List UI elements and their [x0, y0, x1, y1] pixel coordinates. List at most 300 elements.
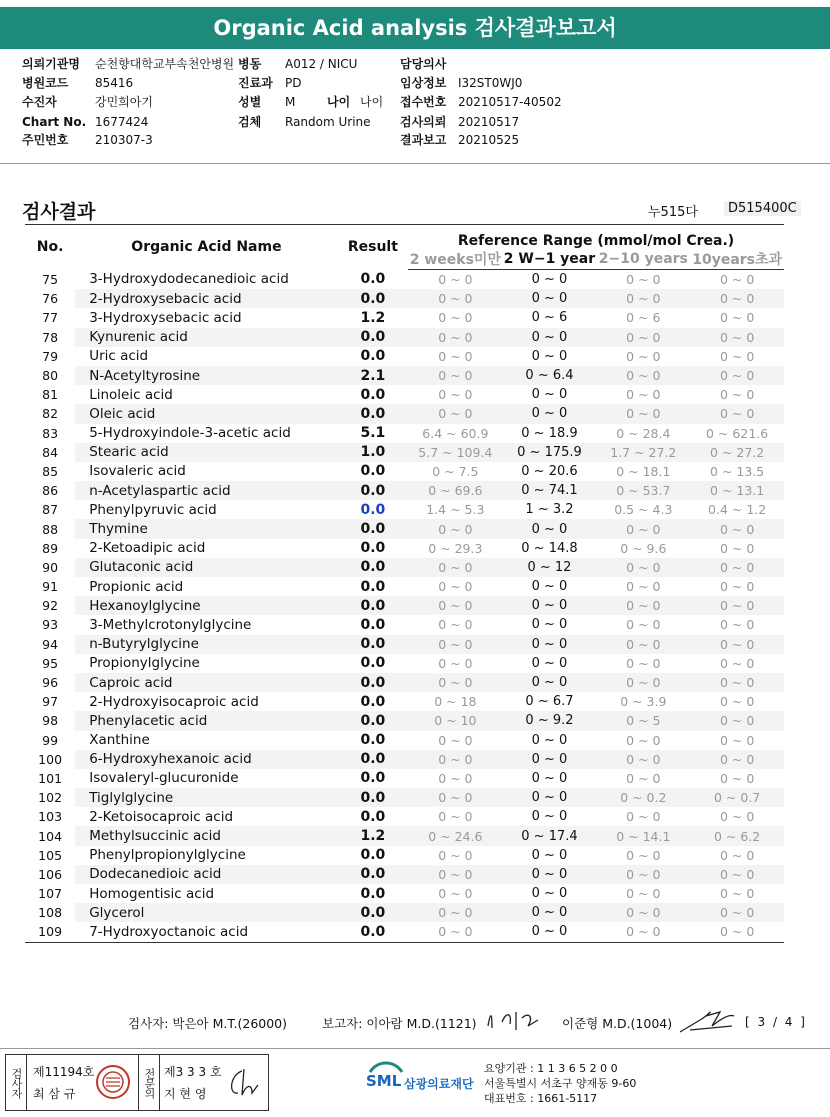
col-ref-header: Reference Range (mmol/mol Crea.): [457, 233, 735, 249]
row-ref-2w-1y: 1 ~ 3.2: [525, 502, 574, 518]
row-result: 0.0: [338, 673, 408, 692]
row-name: Phenylacetic acid: [75, 711, 337, 730]
table-row: [25, 404, 784, 423]
ward-label: 병동: [238, 57, 262, 71]
table-row: [25, 270, 784, 290]
results-table: [25, 224, 784, 943]
org-institution-no: 요양기관 : 1 1 3 6 5 2 0 0: [484, 1062, 618, 1075]
row-ref-2w-1y: 0 ~ 0: [531, 579, 568, 595]
col-name-header: Organic Acid Name: [131, 239, 282, 256]
row-ref-over-10y: 0 ~ 0: [719, 694, 755, 710]
row-no: 93: [42, 617, 59, 633]
row-result: 0.0: [360, 770, 386, 787]
row-ref-2w-1y: 0 ~ 9.2: [503, 711, 597, 730]
org-name: 삼광의료재단: [404, 1077, 474, 1091]
row-result: 0.0: [360, 501, 386, 518]
row-ref-over-10y: 0 ~ 0: [690, 865, 784, 884]
row-ref-2-10y: 0 ~ 0: [596, 903, 690, 922]
row-name: 3-Hydroxysebacic acid: [89, 309, 242, 326]
receipt-value: 20210517-40502: [458, 95, 562, 109]
row-result: 0.0: [360, 578, 386, 595]
row-result: 0.0: [360, 463, 386, 480]
specialist-signature-icon: [222, 1065, 262, 1101]
row-ref-2-10y: 0 ~ 0: [596, 865, 690, 884]
row-ref-2w-1y: 0 ~ 0: [531, 387, 568, 403]
row-result: 1.2: [338, 826, 408, 845]
row-ref-2-10y: 0 ~ 0: [626, 579, 661, 595]
signature-scribble-icon: [482, 1004, 552, 1034]
row-ref-over-10y: 0 ~ 0: [719, 770, 755, 786]
row-ref-2-10y: 0 ~ 0: [626, 847, 661, 863]
row-ref-2-10y: 0 ~ 0: [596, 366, 690, 385]
sex-label: 성별: [238, 95, 262, 109]
sex-value: M: [285, 95, 296, 109]
age-value: 나이: [360, 95, 384, 109]
row-ref-under-2w: 0 ~ 0: [438, 655, 473, 671]
row-ref-over-10y: 0 ~ 0: [719, 655, 755, 671]
row-name: Uric acid: [89, 348, 149, 365]
row-ref-under-2w: 6.4 ~ 60.9: [422, 425, 489, 441]
hospital-value: 순천향대학교부속천안병원: [95, 57, 235, 71]
row-no: 106: [25, 865, 75, 884]
row-no: 76: [25, 289, 75, 308]
row-ref-under-2w: 0 ~ 0: [408, 596, 502, 615]
row-no: 104: [25, 826, 75, 845]
row-name: 2-Ketoisocaproic acid: [89, 808, 234, 825]
row-ref-under-2w: 0 ~ 0: [408, 903, 502, 922]
table-row: [25, 826, 784, 845]
reporter2-signature: 이준형 M.D.(1004): [562, 1016, 673, 1031]
row-ref-2-10y: 0 ~ 0: [626, 348, 661, 364]
row-name: Thymine: [75, 519, 337, 538]
receipt-label: 접수번호: [400, 95, 447, 109]
row-no: 95: [42, 655, 59, 671]
row-ref-2w-1y: 0 ~ 0: [503, 673, 597, 692]
row-ref-2-10y: 0 ~ 0: [596, 673, 690, 692]
row-result: 0.0: [338, 558, 408, 577]
request-label: 검사의뢰: [400, 115, 447, 129]
row-ref-2-10y: 0 ~ 14.1: [596, 826, 690, 845]
row-ref-2-10y: 0 ~ 0: [626, 617, 661, 633]
row-ref-over-10y: 0 ~ 0: [719, 924, 755, 940]
row-ref-over-10y: 0 ~ 0: [690, 289, 784, 308]
row-result: 0.0: [338, 519, 408, 538]
report-title: Organic Acid analysis 검사결과보고서: [0, 7, 830, 49]
row-ref-over-10y: 0 ~ 0: [690, 750, 784, 769]
row-ref-2w-1y: 0 ~ 0: [503, 596, 597, 615]
row-result: 5.1: [360, 425, 386, 442]
specialist-license: 제3 3 3 호: [164, 1065, 222, 1079]
row-ref-under-2w: 0 ~ 0: [438, 387, 473, 403]
row-ref-2-10y: 0 ~ 0: [596, 328, 690, 347]
row-ref-2-10y: 0 ~ 3.9: [620, 694, 667, 710]
row-no: 75: [42, 271, 59, 287]
row-ref-over-10y: 0 ~ 0.7: [690, 788, 784, 807]
row-ref-under-2w: 0 ~ 0: [438, 348, 473, 364]
row-ref-2w-1y: 0 ~ 6.4: [503, 366, 597, 385]
ref-col-header: 2 weeks미만: [408, 249, 502, 270]
row-no: 80: [25, 366, 75, 385]
row-ref-over-10y: 0 ~ 0: [690, 519, 784, 538]
row-ref-under-2w: 0 ~ 0: [408, 289, 502, 308]
row-ref-2-10y: 0 ~ 53.7: [596, 481, 690, 500]
row-name: 3-Hydroxydodecanedioic acid: [89, 271, 289, 288]
row-ref-2-10y: 0 ~ 0: [626, 732, 661, 748]
table-row: [25, 865, 784, 884]
clinical-info-label: 임상정보: [400, 76, 447, 90]
chart-value: 1677424: [95, 115, 149, 129]
table-row: [25, 577, 784, 596]
row-no: 87: [42, 502, 59, 518]
col-no-header: No.: [36, 239, 64, 256]
row-ref-under-2w: 0 ~ 0: [408, 673, 502, 692]
row-name: 6-Hydroxyhexanoic acid: [75, 750, 337, 769]
row-no: 91: [42, 579, 59, 595]
row-no: 100: [25, 750, 75, 769]
row-ref-2w-1y: 0 ~ 6.7: [525, 694, 574, 710]
row-name: Propionic acid: [89, 578, 184, 595]
row-name: Phenylpropionylglycine: [89, 847, 246, 864]
row-ref-under-2w: 0 ~ 0: [438, 310, 473, 326]
row-result: 0.0: [338, 328, 408, 347]
specimen-label: 검체: [238, 115, 262, 129]
row-result: 0.0: [360, 271, 386, 288]
table-row: [25, 328, 784, 347]
row-ref-over-10y: 0 ~ 0: [690, 404, 784, 423]
row-no: 99: [42, 732, 59, 748]
row-ref-2-10y: 0 ~ 0: [626, 924, 661, 940]
row-ref-2-10y: 0 ~ 0: [596, 596, 690, 615]
row-no: 82: [25, 404, 75, 423]
row-ref-under-2w: 0 ~ 0: [438, 809, 473, 825]
row-result: 1.2: [360, 309, 386, 326]
row-ref-2-10y: 1.7 ~ 27.2: [596, 443, 690, 462]
row-name: Stearic acid: [75, 443, 337, 462]
row-result: 0.0: [338, 788, 408, 807]
row-ref-over-10y: 0 ~ 0: [719, 540, 755, 556]
row-result: 0.0: [338, 289, 408, 308]
row-result: 0.0: [360, 386, 386, 403]
row-result: 0.0: [338, 481, 408, 500]
table-row: [25, 443, 784, 462]
row-ref-under-2w: 0 ~ 10: [408, 711, 502, 730]
row-result: 0.0: [338, 635, 408, 654]
row-no: 90: [25, 558, 75, 577]
table-row: [25, 673, 784, 692]
row-name: Propionylglycine: [89, 655, 200, 672]
table-row: [25, 922, 784, 942]
row-result: 0.0: [360, 923, 386, 940]
report-date-label: 결과보고: [400, 133, 447, 147]
row-ref-under-2w: 0 ~ 0: [408, 404, 502, 423]
row-ref-over-10y: 0 ~ 0: [690, 328, 784, 347]
row-result: 0.0: [338, 903, 408, 922]
dept-value: PD: [285, 76, 302, 90]
row-ref-under-2w: 0 ~ 24.6: [408, 826, 502, 845]
row-ref-2w-1y: 0 ~ 0: [503, 865, 597, 884]
row-ref-2-10y: 0 ~ 0: [596, 519, 690, 538]
row-result: 2.1: [338, 366, 408, 385]
row-ref-2-10y: 0 ~ 0: [596, 558, 690, 577]
table-row: [25, 558, 784, 577]
table-row: [25, 654, 784, 673]
hospital-label: 의뢰기관명: [22, 57, 80, 71]
row-no: 83: [42, 425, 59, 441]
row-name: Kynurenic acid: [75, 328, 337, 347]
row-ref-2w-1y: 0 ~ 0: [503, 750, 597, 769]
row-ref-under-2w: 1.4 ~ 5.3: [426, 502, 485, 518]
row-ref-2w-1y: 0 ~ 74.1: [503, 481, 597, 500]
row-no: 88: [25, 519, 75, 538]
tester-signature: 검사자: 박은아 M.T.(26000): [128, 1016, 288, 1031]
signature-scribble-icon: [676, 1004, 738, 1036]
row-name: n-Butyrylglycine: [75, 635, 337, 654]
row-ref-2-10y: 0 ~ 0: [626, 886, 661, 902]
table-row: [25, 807, 784, 826]
row-name: n-Acetylaspartic acid: [75, 481, 337, 500]
row-result: 0.0: [360, 732, 386, 749]
row-ref-2w-1y: 0 ~ 0: [503, 788, 597, 807]
table-row: [25, 385, 784, 404]
seal-stamp-icon: [94, 1063, 132, 1101]
row-no: 103: [38, 809, 63, 825]
table-row: [25, 884, 784, 903]
row-ref-over-10y: 0 ~ 13.1: [690, 481, 784, 500]
row-name: Homogentisic acid: [89, 885, 215, 902]
row-ref-over-10y: 0 ~ 0: [719, 272, 755, 288]
row-ref-under-2w: 0 ~ 0: [438, 770, 473, 786]
specimen-value: Random Urine: [285, 115, 371, 129]
row-ref-over-10y: 0 ~ 0: [690, 711, 784, 730]
row-result: 0.0: [338, 750, 408, 769]
row-name: 2-Hydroxyisocaproic acid: [89, 693, 259, 710]
table-row: [25, 711, 784, 730]
row-ref-2-10y: 0 ~ 0: [626, 387, 661, 403]
row-result: 0.0: [360, 847, 386, 864]
row-result: 0.0: [360, 540, 386, 557]
row-ref-over-10y: 0 ~ 0: [719, 348, 755, 364]
doctor-label: 담당의사: [400, 57, 447, 71]
row-ref-2w-1y: 0 ~ 0: [503, 328, 597, 347]
row-result: 0.0: [338, 711, 408, 730]
row-ref-over-10y: 0 ~ 0: [690, 558, 784, 577]
row-ref-over-10y: 0 ~ 0: [719, 886, 755, 902]
row-name: Tiglylglycine: [75, 788, 337, 807]
row-ref-under-2w: 0 ~ 0: [408, 635, 502, 654]
row-ref-2w-1y: 0 ~ 175.9: [503, 443, 597, 462]
ref-col-header: 2 W−1 year: [503, 249, 597, 270]
row-result: 1.0: [338, 443, 408, 462]
table-row: [25, 308, 784, 327]
row-ref-over-10y: 0 ~ 621.6: [706, 425, 769, 441]
page-indicator: [ 3 / 4 ]: [745, 1015, 807, 1029]
ref-col-header: 2−10 years: [596, 249, 690, 270]
row-ref-under-2w: 0 ~ 0: [408, 519, 502, 538]
row-no: 84: [25, 443, 75, 462]
row-ref-under-2w: 0 ~ 0: [408, 788, 502, 807]
row-result: 0.0: [338, 865, 408, 884]
row-name: Glycerol: [75, 903, 337, 922]
tester-vertical-label: 검사자: [6, 1055, 27, 1110]
row-ref-2w-1y: 0 ~ 0: [503, 903, 597, 922]
test-code: D515400C: [724, 201, 801, 216]
row-no: 102: [25, 788, 75, 807]
row-ref-2w-1y: 0 ~ 0: [531, 924, 568, 940]
row-name: Hexanoylglycine: [75, 596, 337, 615]
row-no: 101: [38, 770, 63, 786]
row-ref-over-10y: 0 ~ 0: [719, 847, 755, 863]
row-ref-2-10y: 0 ~ 28.4: [616, 425, 671, 441]
specialist-stamp-box: [5, 1054, 269, 1111]
row-ref-2w-1y: 0 ~ 20.6: [521, 463, 578, 479]
row-ref-2-10y: 0 ~ 0: [596, 750, 690, 769]
row-ref-under-2w: 0 ~ 7.5: [432, 463, 479, 479]
table-row: [25, 731, 784, 750]
row-no: 86: [25, 481, 75, 500]
row-ref-under-2w: 0 ~ 0: [408, 328, 502, 347]
row-result: 0.0: [360, 693, 386, 710]
row-ref-2w-1y: 0 ~ 17.4: [503, 826, 597, 845]
age-label: 나이: [327, 95, 351, 109]
table-row: [25, 481, 784, 500]
row-ref-2-10y: 0 ~ 0: [596, 404, 690, 423]
row-ref-over-10y: 0 ~ 0: [690, 903, 784, 922]
row-name: Isovaleryl-glucuronide: [89, 770, 239, 787]
row-no: 78: [25, 328, 75, 347]
table-row: [25, 596, 784, 615]
reporter-signature: 보고자: 이아람 M.D.(1121): [322, 1016, 477, 1031]
hospital-code-value: 85416: [95, 76, 134, 90]
table-row: [25, 462, 784, 481]
row-name: Caproic acid: [75, 673, 337, 692]
row-ref-2-10y: 0 ~ 0: [626, 770, 661, 786]
row-name: Phenylpyruvic acid: [89, 501, 217, 518]
row-result: 0.0: [360, 348, 386, 365]
table-row: [25, 500, 784, 519]
row-ref-2-10y: 0 ~ 9.6: [620, 540, 667, 556]
row-name: 3-Methylcrotonylglycine: [89, 616, 252, 633]
row-no: 109: [38, 924, 63, 940]
row-ref-2w-1y: 0 ~ 0: [531, 617, 568, 633]
row-ref-over-10y: 0 ~ 0: [690, 635, 784, 654]
row-ref-under-2w: 0 ~ 0: [408, 366, 502, 385]
request-value: 20210517: [458, 115, 520, 129]
row-ref-2-10y: 0 ~ 18.1: [616, 463, 671, 479]
collector-value: 강민희아기: [95, 95, 153, 109]
chart-label: Chart No.: [22, 115, 87, 129]
row-ref-over-10y: 0 ~ 0: [719, 579, 755, 595]
dept-label: 진료과: [238, 76, 273, 90]
row-name: Isovaleric acid: [89, 463, 186, 480]
row-ref-over-10y: 0 ~ 0: [719, 617, 755, 633]
row-name: Linoleic acid: [89, 386, 173, 403]
table-row: [25, 366, 784, 385]
row-ref-over-10y: 0.4 ~ 1.2: [708, 502, 767, 518]
table-row: [25, 519, 784, 538]
accession-code: 누515다: [648, 205, 698, 220]
row-name: 2-Ketoadipic acid: [89, 540, 206, 557]
row-ref-under-2w: 0 ~ 0: [408, 750, 502, 769]
specialist-name: 지 현 영: [164, 1087, 207, 1101]
row-ref-over-10y: 0 ~ 6.2: [690, 826, 784, 845]
row-ref-2w-1y: 0 ~ 0: [531, 732, 568, 748]
row-ref-over-10y: 0 ~ 0: [719, 732, 755, 748]
col-result-header: Result: [347, 239, 398, 256]
row-ref-2w-1y: 0 ~ 18.9: [521, 425, 578, 441]
row-name: Glutaconic acid: [75, 558, 337, 577]
row-no: 107: [38, 886, 63, 902]
row-ref-2w-1y: 0 ~ 12: [503, 558, 597, 577]
row-ref-2-10y: 0 ~ 6: [626, 310, 661, 326]
table-row: [25, 769, 784, 788]
id-label: 주민번호: [22, 133, 69, 147]
table-row: [25, 347, 784, 366]
row-ref-2-10y: 0 ~ 0: [626, 655, 661, 671]
results-section-title: 검사결과: [22, 201, 96, 223]
org-address: 서울특별시 서초구 양재동 9-60: [484, 1077, 637, 1090]
row-name: 2-Hydroxysebacic acid: [75, 289, 337, 308]
row-ref-2-10y: 0 ~ 0: [596, 635, 690, 654]
sml-logo-text: SML: [366, 1072, 402, 1090]
row-no: 97: [42, 694, 59, 710]
row-ref-under-2w: 0 ~ 0: [438, 732, 473, 748]
row-ref-under-2w: 0 ~ 0: [438, 847, 473, 863]
row-name: Oleic acid: [75, 404, 337, 423]
row-ref-under-2w: 0 ~ 0: [438, 579, 473, 595]
row-ref-2-10y: 0 ~ 0: [626, 272, 661, 288]
ward-value: A012 / NICU: [285, 57, 358, 71]
row-ref-2-10y: 0 ~ 0.2: [596, 788, 690, 807]
row-ref-under-2w: 0 ~ 0: [408, 865, 502, 884]
row-ref-over-10y: 0 ~ 0: [690, 366, 784, 385]
row-ref-2w-1y: 0 ~ 0: [531, 348, 568, 364]
tester-name: 최 삼 규: [33, 1087, 76, 1101]
report-date-value: 20210525: [458, 133, 520, 147]
row-ref-2w-1y: 0 ~ 0: [531, 655, 568, 671]
row-no: 108: [25, 903, 75, 922]
row-ref-under-2w: 0 ~ 0: [438, 272, 473, 288]
row-ref-under-2w: 0 ~ 69.6: [408, 481, 502, 500]
row-ref-2w-1y: 0 ~ 0: [531, 886, 568, 902]
row-no: 79: [42, 348, 59, 364]
row-ref-2-10y: 0.5 ~ 4.3: [614, 502, 673, 518]
row-ref-under-2w: 0 ~ 29.3: [428, 540, 483, 556]
row-ref-over-10y: 0 ~ 0: [690, 596, 784, 615]
row-no: 98: [25, 711, 75, 730]
row-ref-2w-1y: 0 ~ 0: [531, 272, 568, 288]
clinical-info-value: I32ST0WJ0: [458, 76, 523, 90]
row-ref-under-2w: 0 ~ 0: [438, 924, 473, 940]
row-result: 0.0: [360, 808, 386, 825]
row-ref-over-10y: 0 ~ 0: [690, 673, 784, 692]
row-no: 105: [38, 847, 63, 863]
row-no: 77: [42, 310, 59, 326]
row-ref-over-10y: 0 ~ 27.2: [690, 443, 784, 462]
ref-col-header: 10years초과: [690, 249, 784, 270]
row-ref-2w-1y: 0 ~ 6: [531, 310, 568, 326]
collector-label: 수진자: [22, 95, 57, 109]
row-no: 92: [25, 596, 75, 615]
row-result: 0.0: [360, 655, 386, 672]
row-no: 96: [25, 673, 75, 692]
row-ref-over-10y: 0 ~ 0: [719, 809, 755, 825]
row-ref-2w-1y: 0 ~ 0: [503, 519, 597, 538]
org-phone: 대표번호 : 1661-5117: [484, 1092, 598, 1105]
row-ref-2w-1y: 0 ~ 0: [531, 847, 568, 863]
row-result: 0.0: [360, 616, 386, 633]
row-ref-under-2w: 0 ~ 0: [438, 886, 473, 902]
row-no: 81: [42, 387, 59, 403]
